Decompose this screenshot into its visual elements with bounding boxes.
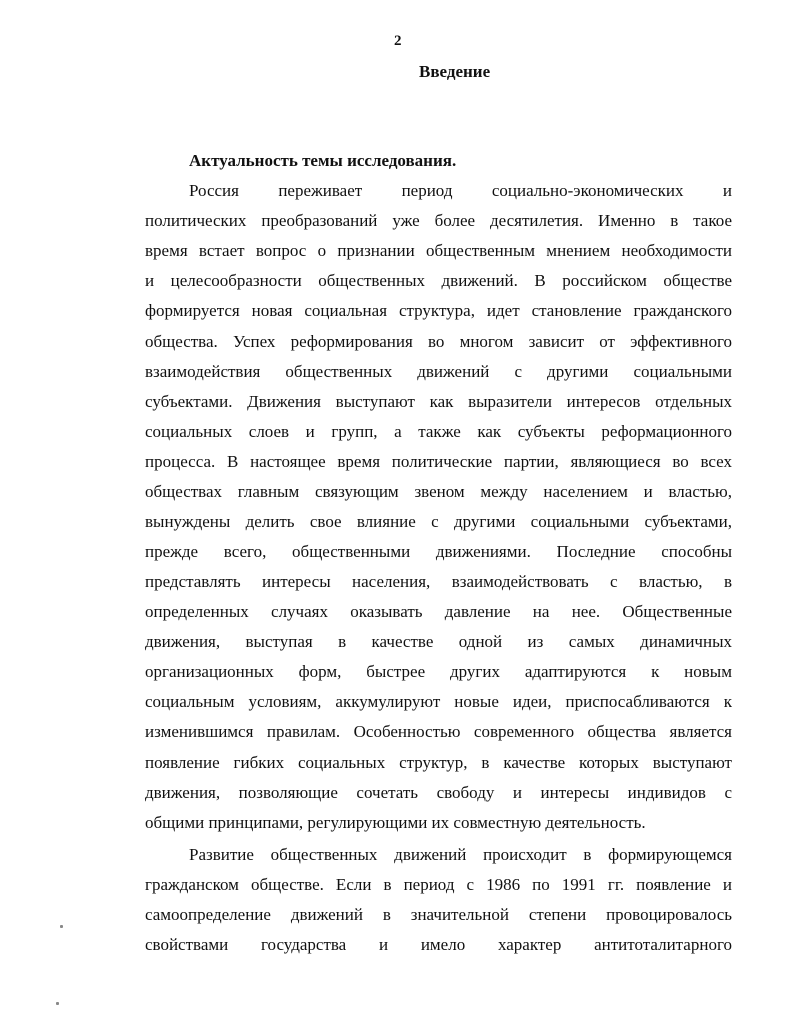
body-line: время встает вопрос о признании общественным мнением необходимости (145, 241, 732, 260)
body-line: вынуждены делить свое влияние с другими социальными субъектами, (145, 512, 732, 531)
body-line: обществах главным связующим звеном между населением и властью, (145, 482, 732, 501)
body-line: представлять интересы населения, взаимодействовать с властью, в (145, 572, 732, 591)
body-line: общества. Успех реформирования во многом зависит от эффективного (145, 332, 732, 351)
page-number: 2 (394, 33, 402, 49)
body-line: появление гибких социальных структур, в качестве которых выступают (145, 753, 732, 772)
body-line: самоопределение движений в значительной степени провоцировалось (145, 905, 732, 924)
body-line: и целесообразности общественных движений. В российском обществе (145, 271, 732, 290)
body-line: гражданском обществе. Если в период с 1986 по 1991 гг. появление и (145, 875, 732, 894)
subheading: Актуальность темы исследования. (189, 151, 457, 170)
body-line: изменившимся правилам. Особенностью современного общества является (145, 722, 732, 741)
scan-speck (60, 925, 63, 928)
body-line: определенных случаях оказывать давление на нее. Общественные (145, 602, 732, 621)
body-line: процесса. В настоящее время политические партии, являющиеся во всех (145, 452, 732, 471)
body-line: взаимодействия общественных движений с другими социальными (145, 362, 732, 381)
section-title: Введение (419, 62, 491, 81)
body-line: Россия переживает период социально-экономических и (189, 181, 732, 200)
body-line: движения, позволяющие сочетать свободу и интересы индивидов с (145, 783, 732, 802)
body-line: формируется новая социальная структура, идет становление гражданского (145, 301, 732, 320)
body-line: свойствами государства и имело характер антитоталитарного (145, 935, 732, 954)
body-line: организационных форм, быстрее других адаптируются к новым (145, 662, 732, 681)
scan-speck (56, 1002, 59, 1005)
body-line: социальным условиям, аккумулируют новые идеи, приспосабливаются к (145, 692, 732, 711)
body-line: социальных слоев и групп, а также как субъекты реформационного (145, 422, 732, 441)
body-line: движения, выступая в качестве одной из самых динамичных (145, 632, 732, 651)
body-line: Развитие общественных движений происходит в формирующемся (189, 845, 732, 864)
body-line: прежде всего, общественными движениями. Последние способны (145, 542, 732, 561)
body-line: общими принципами, регулирующими их совместную деятельность. (145, 813, 646, 832)
body-line: политических преобразований уже более десятилетия. Именно в такое (145, 211, 732, 230)
body-line: субъектами. Движения выступают как выразители интересов отдельных (145, 392, 732, 411)
